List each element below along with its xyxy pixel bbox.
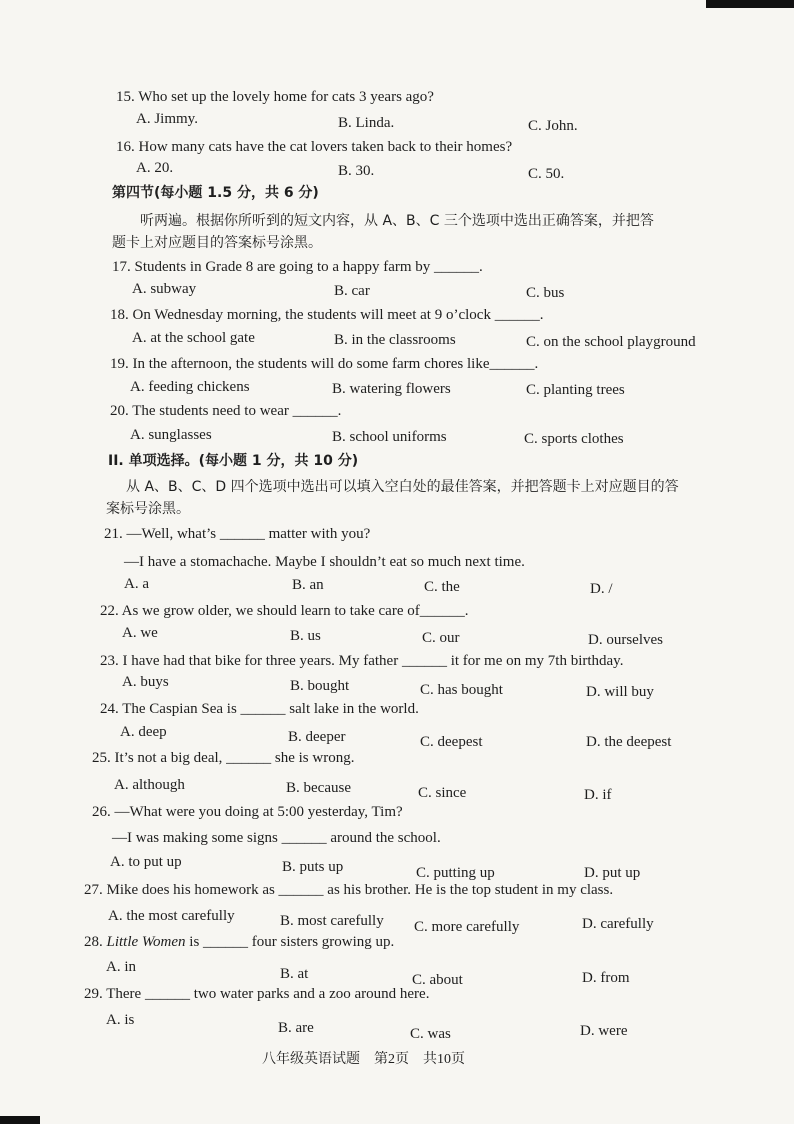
page-footer: 八年级英语试题 第2页 共10页: [262, 1052, 465, 1067]
question-line: 题卡上对应题目的答案标号涂黑。: [112, 235, 322, 251]
answer-option: A. although: [114, 777, 185, 793]
question-line: 29. There ______ two water parks and a zoo around here.: [84, 986, 430, 1002]
question-line: 19. In the afternoon, the students will do some farm chores like______.: [110, 356, 539, 372]
answer-option: C. about: [412, 972, 463, 988]
question-line: 26. —What were you doing at 5:00 yesterday, Tim?: [92, 804, 403, 820]
answer-option: B. in the classrooms: [334, 332, 456, 348]
question-line: 17. Students in Grade 8 are going to a happy farm by ______.: [112, 259, 483, 275]
answer-option: C. bus: [526, 285, 565, 301]
answer-option: A. to put up: [110, 854, 182, 870]
question-line: 28. Little Women is ______ four sisters growing up.: [84, 934, 395, 950]
answer-option: C. on the school playground: [526, 334, 696, 350]
answer-option: D. the deepest: [586, 734, 672, 750]
question-line: 21. —Well, what’s ______ matter with you?: [104, 526, 371, 542]
answer-option: C. more carefully: [414, 919, 520, 935]
answer-option: B. us: [290, 628, 321, 644]
answer-option: B. 30.: [338, 163, 375, 179]
answer-option: A. feeding chickens: [130, 379, 250, 395]
answer-option: A. sunglasses: [130, 427, 212, 443]
question-line: 听两遍。根据你所听到的短文内容，从 A、B、C 三个选项中选出正确答案，并把答: [140, 213, 654, 229]
answer-option: D. if: [584, 787, 612, 803]
answer-option: B. puts up: [282, 859, 344, 875]
answer-option: C. since: [418, 785, 467, 801]
answer-option: A. deep: [120, 724, 167, 740]
answer-option: A. at the school gate: [132, 330, 255, 346]
answer-option: A. in: [106, 959, 136, 975]
answer-option: A. Jimmy.: [136, 111, 198, 127]
scan-corner-mark-top: [706, 0, 794, 8]
question-line: 22. As we grow older, we should learn to take care of______.: [100, 603, 469, 619]
question-line: 25. It’s not a big deal, ______ she is wrong.: [92, 750, 355, 766]
question-line: —I was making some signs ______ around the school.: [112, 830, 441, 846]
question-line: 23. I have had that bike for three years. My father ______ it for me on my 7th birthday.: [100, 653, 624, 669]
question-line: 24. The Caspian Sea is ______ salt lake in the world.: [100, 701, 419, 717]
answer-option: B. Linda.: [338, 115, 395, 131]
question-line: 第四节(每小题 1.5 分，共 6 分): [112, 185, 319, 201]
answer-option: D. ourselves: [588, 632, 663, 648]
answer-option: C. 50.: [528, 166, 565, 182]
answer-option: C. was: [410, 1026, 451, 1042]
answer-option: D. from: [582, 970, 630, 986]
question-line: 16. How many cats have the cat lovers taken back to their homes?: [116, 139, 513, 155]
answer-option: D. carefully: [582, 916, 654, 932]
question-line: 从 A、B、C、D 四个选项中选出可以填入空白处的最佳答案，并把答题卡上对应题目的答: [126, 479, 679, 495]
answer-option: B. an: [292, 577, 324, 593]
answer-option: D. /: [590, 581, 613, 597]
answer-option: D. will buy: [586, 684, 654, 700]
answer-option: D. were: [580, 1023, 628, 1039]
answer-option: B. because: [286, 780, 351, 796]
answer-option: C. the: [424, 579, 460, 595]
answer-option: A. is: [106, 1012, 135, 1028]
question-line: 27. Mike does his homework as ______ as his brother. He is the top student in my class.: [84, 882, 614, 898]
answer-option: C. planting trees: [526, 382, 625, 398]
question-line: 案标号涂黑。: [106, 501, 190, 517]
question-line: 20. The students need to wear ______.: [110, 403, 342, 419]
answer-option: C. John.: [528, 118, 578, 134]
answer-option: A. 20.: [136, 160, 174, 176]
answer-option: B. deeper: [288, 729, 346, 745]
answer-option: C. has bought: [420, 682, 503, 698]
answer-option: B. school uniforms: [332, 429, 447, 445]
answer-option: C. our: [422, 630, 460, 646]
answer-option: A. buys: [122, 674, 169, 690]
answer-option: B. are: [278, 1020, 314, 1036]
answer-option: B. most carefully: [280, 913, 384, 929]
answer-option: B. watering flowers: [332, 381, 451, 397]
scan-corner-mark-bottom: [0, 1116, 40, 1124]
answer-option: A. the most carefully: [108, 908, 235, 924]
answer-option: B. at: [280, 966, 309, 982]
answer-option: A. subway: [132, 281, 197, 297]
question-line: 15. Who set up the lovely home for cats 3 years ago?: [116, 89, 434, 105]
answer-option: B. bought: [290, 678, 350, 694]
answer-option: C. sports clothes: [524, 431, 624, 447]
answer-option: C. deepest: [420, 734, 483, 750]
answer-option: A. we: [122, 625, 158, 641]
answer-option: D. put up: [584, 865, 641, 881]
question-line: 18. On Wednesday morning, the students will meet at 9 o’clock ______.: [110, 307, 544, 323]
answer-option: A. a: [124, 576, 149, 592]
answer-option: B. car: [334, 283, 370, 299]
question-line: —I have a stomachache. Maybe I shouldn’t eat so much next time.: [124, 554, 525, 570]
answer-option: C. putting up: [416, 865, 495, 881]
question-line: II. 单项选择。(每小题 1 分，共 10 分): [108, 453, 359, 469]
